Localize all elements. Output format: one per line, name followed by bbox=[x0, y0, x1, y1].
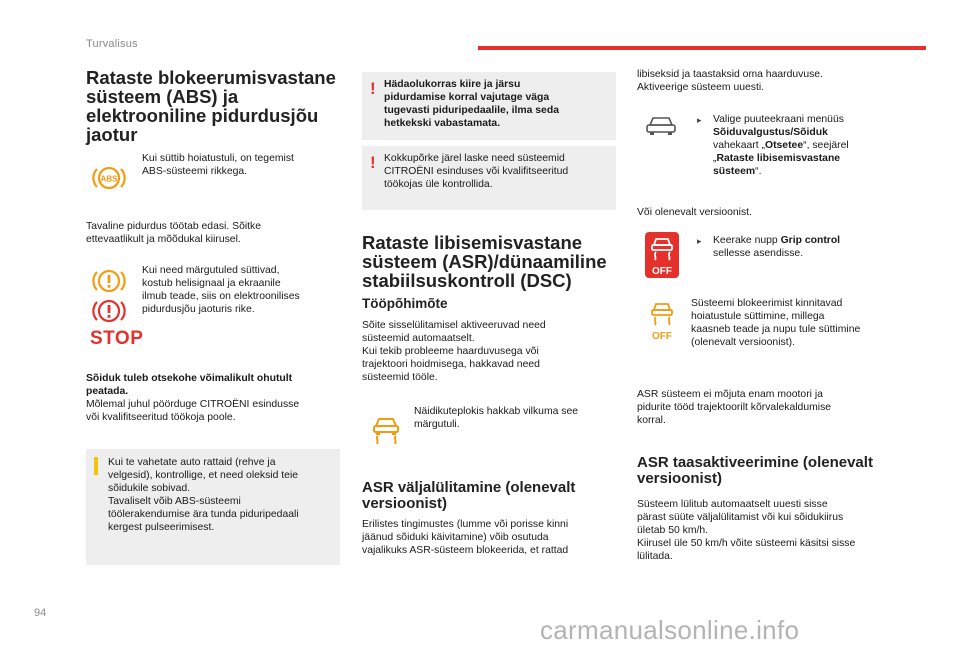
or-version-text: Või olenevalt versioonist. bbox=[637, 207, 752, 218]
abs-warning-icon bbox=[90, 163, 128, 193]
brake-red-warning-icon bbox=[90, 296, 128, 326]
principle-title: Tööpõhimõte bbox=[362, 296, 448, 311]
stop-warning-icon: STOP bbox=[90, 328, 144, 349]
asr-off-text: Erilistes tingimustes (lumme või porisse kinni jäänud sõiduki käivitamine) võib osutuda vajalikuks ASR-süsteem blokeerida, et rattad bbox=[362, 519, 569, 556]
section-label: Turvalisus bbox=[86, 38, 138, 50]
svg-text:OFF: OFF bbox=[652, 331, 672, 342]
asr-reactivate-text: Süsteem lülitub automaatselt uuesti sisse pärast süüte väljalülitamist või kui sõidukiirus ületab 50 km/h. Kiirusel üle 50 km/h võite süsteemi käsitsi sisse lülitada. bbox=[637, 499, 856, 562]
page-number: 94 bbox=[34, 607, 47, 619]
info-box bbox=[86, 449, 340, 565]
svg-text:ABS: ABS bbox=[100, 174, 118, 184]
watermark: carmanualsonline.info bbox=[540, 615, 800, 645]
grip-instruction: Keerake nupp Grip control sellesse asendisse. bbox=[713, 235, 841, 259]
menu-instruction: Valige puuteekraani menüüs Sõiduvalgustus/Sõiduk vahekaart „Otsetee“, seejärel „Rataste libisemisvastane süsteem“. bbox=[713, 114, 849, 177]
asr-note-text: ASR süsteem ei mõjuta enam mootori ja pidurite tööd trajektoorilt kõrvalekaldumise korral. bbox=[637, 389, 832, 426]
warning-collision-text: Kokkupõrke järel laske need süsteemid CITROËNI esinduses või kvalifitseeritud töökojas üle kontrollida. bbox=[384, 153, 569, 190]
continuation-text: libiseksid ja taastaksid oma haarduvuse. Aktiveerige süsteem uuesti. bbox=[637, 69, 823, 93]
asr-dsc-title: Rataste libisemisvastane süsteem (ASR)/dünaamiline stabiilsuskontroll (DSC) bbox=[362, 232, 607, 291]
warning-braking-text: Hädaolukorras kiire ja järsu pidurdamise korral vajutage väga tugevasti piduripedaalile, ilma seda hetkekski vabastamata. bbox=[384, 79, 559, 129]
car-outline-icon bbox=[644, 115, 678, 139]
skid-off-amber-icon bbox=[644, 296, 680, 344]
warning-icon: ! bbox=[370, 153, 376, 172]
abs-section-title: Rataste blokeerumisvastane süsteem (ABS) ja elektrooniline pidurdusjõu jaotur bbox=[86, 67, 336, 145]
principle-text: Sõite sisselülitamisel aktiveeruvad need süsteemid automaatselt. Kui tekib probleeme haarduvusega või trajektoori hoidmisega, hakkavad need süsteemid tööle. bbox=[362, 320, 546, 383]
asr-reactivate-title: ASR taasaktiveerimine (olenevalt versioonist) bbox=[637, 454, 873, 487]
header-accent-bar bbox=[478, 46, 926, 50]
asr-off-title: ASR väljalülitamine (olenevalt versioonist) bbox=[362, 479, 576, 512]
info-icon bbox=[94, 457, 98, 475]
bullet-icon: ▸ bbox=[697, 237, 702, 247]
brake-warning-icon bbox=[90, 266, 128, 296]
svg-text:OFF: OFF bbox=[652, 266, 672, 277]
stop-instruction: Sõiduk tuleb otsekohe võimalikult ohutult peatada. Mõlemal juhul pöörduge CITROËNI esindusse või kvalifitseeritud töökoja poole. bbox=[86, 373, 300, 423]
normal-braking-text: Tavaline pidurdus töötab edasi. Sõitke ettevaatlikult ja mõõdukal kiirusel. bbox=[86, 221, 262, 245]
info-text: Kui te vahetate auto rattaid (rehve ja velgesid), kontrollige, et need oleksid teie sõidukile sobivad. Tavaliselt võib ABS-süsteemi töölerakendumise ära tunda piduripedaali kergest pulseerimisest. bbox=[108, 457, 299, 533]
abs-description: Kui süttib hoiatustuli, on tegemist ABS-süsteemi rikkega. bbox=[142, 153, 294, 177]
warning-icon: ! bbox=[370, 79, 376, 98]
skid-off-red-icon bbox=[644, 231, 680, 279]
blocked-confirmation-text: Süsteemi blokeerimist kinnitavad hoiatustule süttimine, millega kaasneb teade ja nupu tule süttimine (olenevalt versioonist). bbox=[691, 298, 861, 348]
warning-box-collision bbox=[362, 146, 616, 210]
dash-light-text: Näidikuteplokis hakkab vilkuma see märgutuli. bbox=[414, 406, 579, 430]
brake-lit-description: Kui need märgutuled süttivad, kostub helisignaal ja ekraanile ilmub teade, siis on elektroonilises pidurdusjõu jaoturis rike. bbox=[142, 265, 300, 315]
warning-box-braking bbox=[362, 72, 616, 140]
bullet-icon: ▸ bbox=[697, 116, 702, 126]
skid-icon bbox=[368, 410, 404, 446]
